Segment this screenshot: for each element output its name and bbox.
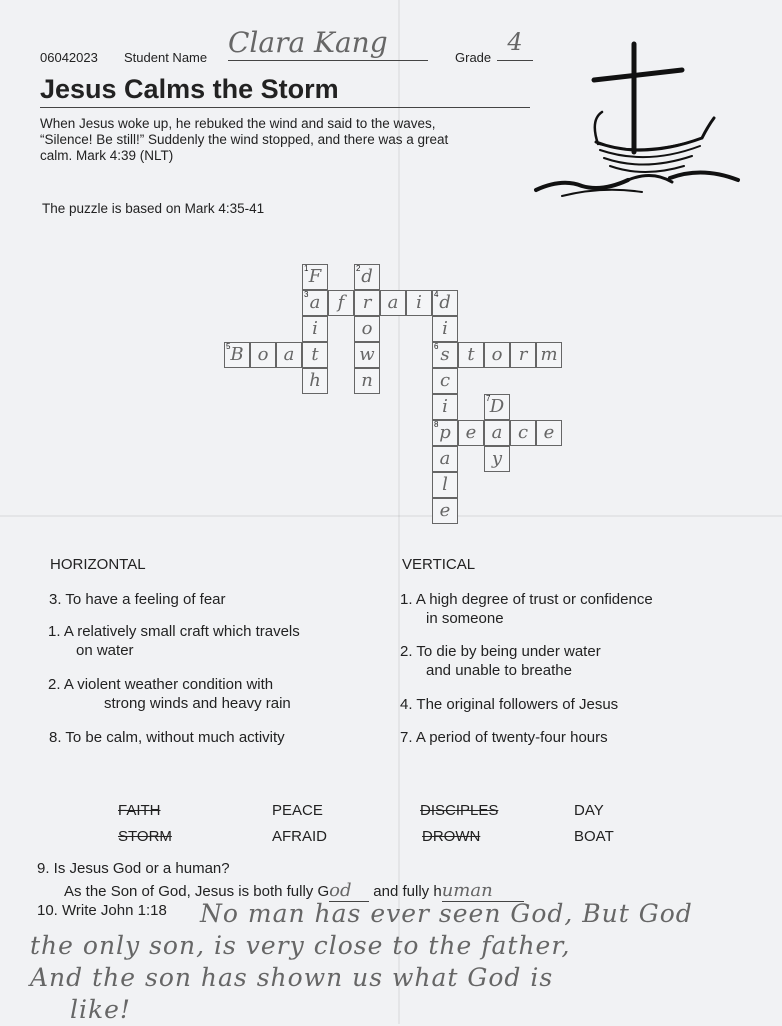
clue-horizontal-8: 8. To be calm, without much activity — [49, 729, 285, 746]
student-name-label: Student Name — [124, 50, 208, 65]
date-code: 06042023 — [40, 50, 98, 65]
crossword-cell[interactable]: e — [432, 498, 458, 524]
puzzle-source-note: The puzzle is based on Mark 4:35-41 — [42, 201, 265, 216]
vertical-heading: VERTICAL — [402, 556, 476, 573]
question-9: 9. Is Jesus God or a human? — [37, 860, 230, 877]
verse-line: calm. Mark 4:39 (NLT) — [40, 148, 174, 163]
paper-fold — [0, 515, 782, 517]
clue-horizontal-5 — [48, 622, 300, 660]
clue-horizontal-3: 3. To have a feeling of fear — [49, 591, 226, 608]
crossword-cell[interactable]: 5 B — [224, 342, 250, 368]
word-bank-item: BOAT — [574, 828, 614, 845]
crossword-cell[interactable]: r — [510, 342, 536, 368]
crossword-cell[interactable]: r — [354, 290, 380, 316]
crossword-cell[interactable]: w — [354, 342, 380, 368]
crossword-cell[interactable]: i — [302, 316, 328, 342]
clue-line: 2. A violent weather condition with — [48, 676, 274, 693]
crossword-cell[interactable]: c — [510, 420, 536, 446]
crossword-cell[interactable]: a — [380, 290, 406, 316]
clue-line: 1. A high degree of trust or confidence — [400, 591, 653, 608]
answer-line: And the son has shown us what God is — [30, 963, 554, 992]
crossword-cell[interactable]: i — [432, 316, 458, 342]
word-bank-item: DAY — [574, 802, 604, 819]
word-bank-item: DROWN — [422, 828, 481, 845]
crossword-cell[interactable]: f — [328, 290, 354, 316]
crossword-cell[interactable]: c — [432, 368, 458, 394]
clue-vertical-4: 4. The original followers of Jesus — [400, 696, 619, 713]
crossword-cell[interactable]: i — [406, 290, 432, 316]
crossword-cell[interactable]: a — [432, 446, 458, 472]
word-bank-item: STORM — [118, 828, 172, 845]
clue-horizontal-6 — [48, 675, 291, 713]
question-10: 10. Write John 1:18 — [37, 902, 167, 919]
crossword-cell[interactable]: 1 F — [302, 264, 328, 290]
crossword-cell[interactable]: n — [354, 368, 380, 394]
word-bank-item: FAITH — [118, 802, 161, 819]
answer-line: the only son, is very close to the father, — [30, 931, 571, 960]
crossword-cell[interactable]: h — [302, 368, 328, 394]
crossword-cell[interactable]: a — [484, 420, 510, 446]
crossword-cell[interactable]: 8 p — [432, 420, 458, 446]
student-name-field[interactable]: Clara Kang — [228, 26, 428, 61]
clue-line: in someone — [426, 610, 504, 627]
verse-line: When Jesus woke up, he rebuked the wind and said to the waves, — [40, 116, 436, 131]
crossword-cell[interactable]: o — [484, 342, 510, 368]
answer-line: No man has ever seen God, But God — [200, 899, 693, 928]
crossword-cell[interactable]: t — [302, 342, 328, 368]
word-bank-item: AFRAID — [272, 828, 328, 845]
verse-line: “Silence! Be still!” Suddenly the wind stopped, and there was a great — [40, 132, 449, 147]
crossword-cell[interactable]: t — [458, 342, 484, 368]
clue-vertical-2 — [400, 642, 601, 680]
crossword-cell[interactable]: 6 s — [432, 342, 458, 368]
crossword-cell[interactable]: 7 D — [484, 394, 510, 420]
clue-vertical-7: 7. A period of twenty-four hours — [400, 729, 608, 746]
crossword-cell[interactable]: o — [354, 316, 380, 342]
crossword-cell[interactable]: e — [458, 420, 484, 446]
word-bank-item: DISCIPLES — [420, 802, 499, 819]
crossword-cell[interactable]: y — [484, 446, 510, 472]
verse-text — [40, 116, 520, 164]
question-9-mid: and fully h — [369, 883, 442, 900]
clue-line: strong winds and heavy rain — [104, 695, 291, 712]
clue-line: 1. A relatively small craft which travels — [48, 623, 300, 640]
page-title: Jesus Calms the Storm — [40, 74, 530, 108]
crossword-cell[interactable]: a — [276, 342, 302, 368]
boat-cross-icon — [532, 40, 752, 200]
clue-line: on water — [76, 642, 134, 659]
answer-blank-god[interactable]: od — [329, 880, 369, 902]
question-9-prefix: As the Son of God, Jesus is both fully G — [64, 883, 330, 900]
clue-vertical-1 — [400, 590, 653, 628]
grade-field[interactable]: 4 — [497, 28, 533, 61]
crossword-cell[interactable]: o — [250, 342, 276, 368]
word-bank-item: PEACE — [272, 802, 323, 819]
clue-line: 2. To die by being under water — [400, 643, 601, 660]
crossword-cell[interactable]: 3 a — [302, 290, 328, 316]
crossword-cell[interactable]: 4 d — [432, 290, 458, 316]
answer-10-field[interactable] — [30, 898, 780, 1026]
crossword-cell[interactable]: i — [432, 394, 458, 420]
crossword-cell[interactable]: e — [536, 420, 562, 446]
crossword-cell[interactable]: m — [536, 342, 562, 368]
clue-line: and unable to breathe — [426, 662, 572, 679]
horizontal-heading: HORIZONTAL — [50, 556, 146, 573]
answer-line: like! — [70, 995, 131, 1024]
crossword-cell[interactable]: l — [432, 472, 458, 498]
answer-blank-human[interactable]: uman — [442, 880, 524, 902]
grade-label: Grade — [455, 50, 492, 65]
crossword-cell[interactable]: 2 d — [354, 264, 380, 290]
